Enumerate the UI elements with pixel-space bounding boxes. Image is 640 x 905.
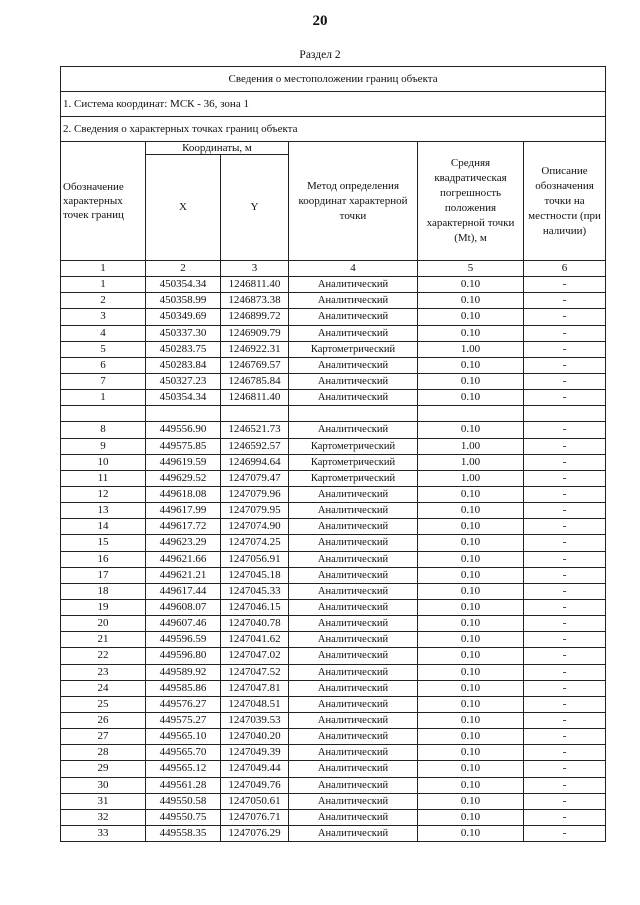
table-row [61,696,606,712]
cell-accuracy: 0.10 [418,373,524,389]
section-title: Раздел 2 [299,49,341,61]
cell-point: 17 [61,567,146,583]
table-row [61,454,606,470]
table-row [61,680,606,696]
cell-x: 450283.84 [146,357,221,373]
cell-y: 1246994.64 [221,454,289,470]
cell-accuracy: 0.10 [418,680,524,696]
header-point-label: Обозначение характерных точек границ [61,142,146,261]
cell-y: 1247056.91 [221,551,289,567]
cell-description: - [524,583,606,599]
cell-accuracy: 0.10 [418,616,524,632]
header-row-1 [61,142,606,155]
cell-accuracy: 0.10 [418,309,524,325]
cell-description: - [524,712,606,728]
cell-accuracy: 0.10 [418,793,524,809]
cell-description: - [524,503,606,519]
cell-description: - [524,486,606,502]
cell-method: Аналитический [289,648,418,664]
cell-description: - [524,325,606,341]
cell-x: 449617.72 [146,519,221,535]
table-row [61,809,606,825]
table-row [61,293,606,309]
cell-x: 449565.12 [146,761,221,777]
column-numbers-row [61,261,606,277]
cell-method: Картометрический [289,438,418,454]
table-title-row [61,67,606,92]
cell-x: 449607.46 [146,616,221,632]
cell-accuracy: 0.10 [418,551,524,567]
cell-description: - [524,535,606,551]
cell-y: 1247040.78 [221,616,289,632]
cell-method: Аналитический [289,373,418,389]
cell-method: Картометрический [289,454,418,470]
cell-method: Аналитический [289,277,418,293]
cell-x: 449618.08 [146,486,221,502]
cell-method: Картометрический [289,341,418,357]
cell-method: Аналитический [289,664,418,680]
cell-point: 2 [61,293,146,309]
cell-method: Аналитический [289,729,418,745]
cell-point: 16 [61,551,146,567]
cell-description: - [524,664,606,680]
cell-accuracy: 0.10 [418,567,524,583]
cell-y: 1247079.95 [221,503,289,519]
cell-x: 449550.58 [146,793,221,809]
cell-point: 18 [61,583,146,599]
cell-description: - [524,373,606,389]
cell-method: Аналитический [289,535,418,551]
cell-method: Аналитический [289,567,418,583]
header-description: Описание обозначения точки на местности (при наличии) [524,142,606,261]
cell-y: 1247079.96 [221,486,289,502]
table-row [61,486,606,502]
cell-accuracy: 1.00 [418,341,524,357]
cell-method: Аналитический [289,519,418,535]
cell-description: - [524,309,606,325]
cell-accuracy: 0.10 [418,535,524,551]
cell-y: 1247045.33 [221,583,289,599]
table-row [61,599,606,615]
cell-y: 1247040.20 [221,729,289,745]
points-caption-row [61,117,606,142]
table-row [61,632,606,648]
coord-system-row [61,92,606,117]
cell-x: 449576.27 [146,696,221,712]
cell-accuracy: 0.10 [418,503,524,519]
cell-point: 19 [61,599,146,615]
cell-x: 449629.52 [146,470,221,486]
cell-accuracy: 0.10 [418,422,524,438]
cell-method: Аналитический [289,599,418,615]
cell-x: 449608.07 [146,599,221,615]
cell-x: 449558.35 [146,825,221,841]
cell-y: 1246899.72 [221,309,289,325]
cell-accuracy: 0.10 [418,277,524,293]
cell-y: 1246811.40 [221,390,289,406]
cell-x: 449623.29 [146,535,221,551]
cell-point: 25 [61,696,146,712]
table-row [61,373,606,389]
cell-accuracy: 0.10 [418,583,524,599]
column-number: 1 [61,261,146,277]
cell-point: 33 [61,825,146,841]
cell-y [221,406,289,422]
cell-accuracy: 0.10 [418,357,524,373]
table-row [61,793,606,809]
cell-x: 449617.99 [146,503,221,519]
cell-x: 450337.30 [146,325,221,341]
cell-x: 450354.34 [146,277,221,293]
header-coords: Координаты, м [146,142,289,155]
cell-accuracy: 0.10 [418,664,524,680]
table-row [61,551,606,567]
table-title: Сведения о местоположении границ объекта [61,67,606,92]
cell-point: 27 [61,729,146,745]
cell-method: Аналитический [289,777,418,793]
cell-accuracy: 0.10 [418,761,524,777]
cell-method: Аналитический [289,583,418,599]
cell-method: Аналитический [289,616,418,632]
cell-y: 1247047.52 [221,664,289,680]
header-y: Y [221,155,289,261]
cell-x: 449589.92 [146,664,221,680]
cell-accuracy: 0.10 [418,745,524,761]
cell-x: 449575.85 [146,438,221,454]
cell-accuracy: 0.10 [418,486,524,502]
cell-description: - [524,551,606,567]
cell-point: 8 [61,422,146,438]
cell-x: 449550.75 [146,809,221,825]
cell-description: - [524,454,606,470]
cell-method: Аналитический [289,809,418,825]
cell-point: 5 [61,341,146,357]
cell-x: 450349.69 [146,309,221,325]
cell-description: - [524,616,606,632]
cell-description: - [524,390,606,406]
cell-x: 450358.99 [146,293,221,309]
column-number: 6 [524,261,606,277]
cell-point: 13 [61,503,146,519]
cell-method: Аналитический [289,793,418,809]
table-row [61,503,606,519]
cell-point: 6 [61,357,146,373]
table-row [61,729,606,745]
table-row [61,777,606,793]
cell-point: 3 [61,309,146,325]
table-row [61,745,606,761]
cell-method: Аналитический [289,761,418,777]
cell-description: - [524,357,606,373]
cell-description: - [524,599,606,615]
cell-y: 1247049.39 [221,745,289,761]
cell-x: 449596.80 [146,648,221,664]
cell-point: 29 [61,761,146,777]
table-row [61,519,606,535]
cell-point: 32 [61,809,146,825]
cell-description: - [524,825,606,841]
cell-y: 1247047.02 [221,648,289,664]
column-number: 4 [289,261,418,277]
cell-point: 4 [61,325,146,341]
cell-point: 12 [61,486,146,502]
cell-point: 14 [61,519,146,535]
cell-description [524,406,606,422]
cell-y: 1246521.73 [221,422,289,438]
cell-x: 449556.90 [146,422,221,438]
cell-y: 1247039.53 [221,712,289,728]
cell-method [289,406,418,422]
table-row [61,357,606,373]
header-accuracy: Средняя квадратическая погрешность положения характерной точки (Mt), м [418,142,524,261]
table-row [61,325,606,341]
table-row [61,277,606,293]
column-number: 2 [146,261,221,277]
cell-x [146,406,221,422]
cell-x: 449565.10 [146,729,221,745]
table-row [61,567,606,583]
cell-accuracy: 0.10 [418,390,524,406]
cell-point: 9 [61,438,146,454]
cell-y: 1247050.61 [221,793,289,809]
cell-description: - [524,422,606,438]
table-row [61,341,606,357]
table-row [61,712,606,728]
table-row [61,470,606,486]
cell-point: 31 [61,793,146,809]
table-row [61,422,606,438]
cell-accuracy: 1.00 [418,454,524,470]
cell-description: - [524,341,606,357]
table-row [61,390,606,406]
cell-description: - [524,567,606,583]
cell-description: - [524,793,606,809]
cell-description: - [524,648,606,664]
cell-accuracy: 0.10 [418,648,524,664]
cell-description: - [524,745,606,761]
cell-point: 21 [61,632,146,648]
table-row [61,648,606,664]
cell-point: 1 [61,390,146,406]
cell-description: - [524,696,606,712]
cell-description: - [524,293,606,309]
cell-method: Аналитический [289,325,418,341]
cell-x: 449561.28 [146,777,221,793]
cell-y: 1247074.25 [221,535,289,551]
cell-method: Аналитический [289,422,418,438]
cell-description: - [524,729,606,745]
cell-method: Аналитический [289,293,418,309]
table-row [61,583,606,599]
cell-point: 20 [61,616,146,632]
cell-accuracy: 0.10 [418,825,524,841]
cell-accuracy: 0.10 [418,632,524,648]
cell-x: 450327.23 [146,373,221,389]
cell-x: 449621.66 [146,551,221,567]
cell-method: Картометрический [289,470,418,486]
table-row [61,616,606,632]
cell-accuracy: 0.10 [418,519,524,535]
cell-point: 15 [61,535,146,551]
table-row [61,309,606,325]
cell-x: 449596.59 [146,632,221,648]
boundary-table [60,66,606,842]
cell-y: 1246592.57 [221,438,289,454]
cell-method: Аналитический [289,551,418,567]
cell-description: - [524,470,606,486]
cell-y: 1247046.15 [221,599,289,615]
table-row [61,761,606,777]
cell-y: 1247048.51 [221,696,289,712]
cell-accuracy: 0.10 [418,599,524,615]
cell-y: 1246769.57 [221,357,289,373]
cell-point: 1 [61,277,146,293]
cell-description: - [524,438,606,454]
cell-accuracy: 1.00 [418,470,524,486]
cell-method: Аналитический [289,390,418,406]
cell-method: Аналитический [289,825,418,841]
cell-x: 449619.59 [146,454,221,470]
cell-method: Аналитический [289,696,418,712]
cell-description: - [524,277,606,293]
cell-method: Аналитический [289,309,418,325]
page-number: 20 [312,13,328,29]
cell-y: 1247076.71 [221,809,289,825]
cell-description: - [524,809,606,825]
cell-y: 1247076.29 [221,825,289,841]
cell-x: 450283.75 [146,341,221,357]
table-row [61,438,606,454]
cell-accuracy: 0.10 [418,712,524,728]
cell-method: Аналитический [289,712,418,728]
cell-accuracy: 0.10 [418,293,524,309]
cell-method: Аналитический [289,745,418,761]
column-number: 5 [418,261,524,277]
cell-description: - [524,761,606,777]
cell-description: - [524,680,606,696]
cell-accuracy: 0.10 [418,777,524,793]
cell-method: Аналитический [289,357,418,373]
table-row [61,535,606,551]
cell-y: 1247049.44 [221,761,289,777]
cell-y: 1247049.76 [221,777,289,793]
cell-method: Аналитический [289,632,418,648]
cell-y: 1247079.47 [221,470,289,486]
points-caption: 2. Сведения о характерных точках границ объекта [61,117,606,142]
cell-point: 26 [61,712,146,728]
cell-y: 1247047.81 [221,680,289,696]
cell-x: 449565.70 [146,745,221,761]
cell-accuracy: 1.00 [418,438,524,454]
coord-system: 1. Система координат: МСК - 36, зона 1 [61,92,606,117]
cell-x: 449575.27 [146,712,221,728]
cell-x: 450354.34 [146,390,221,406]
cell-description: - [524,632,606,648]
cell-point: 23 [61,664,146,680]
table-row [61,406,606,422]
cell-method: Аналитический [289,486,418,502]
cell-accuracy: 0.10 [418,809,524,825]
cell-y: 1247041.62 [221,632,289,648]
cell-method: Аналитический [289,503,418,519]
cell-y: 1246873.38 [221,293,289,309]
cell-point: 30 [61,777,146,793]
cell-description: - [524,519,606,535]
cell-accuracy: 0.10 [418,729,524,745]
table-row [61,664,606,680]
cell-point: 28 [61,745,146,761]
cell-point: 22 [61,648,146,664]
cell-y: 1247045.18 [221,567,289,583]
cell-y: 1247074.90 [221,519,289,535]
cell-point: 10 [61,454,146,470]
cell-y: 1246909.79 [221,325,289,341]
cell-method: Аналитический [289,680,418,696]
cell-x: 449585.86 [146,680,221,696]
cell-x: 449621.21 [146,567,221,583]
header-method: Метод определения координат характерной точки [289,142,418,261]
cell-accuracy: 0.10 [418,696,524,712]
cell-x: 449617.44 [146,583,221,599]
table-row [61,825,606,841]
cell-description: - [524,777,606,793]
cell-accuracy: 0.10 [418,325,524,341]
cell-y: 1246785.84 [221,373,289,389]
cell-point: 24 [61,680,146,696]
header-x: X [146,155,221,261]
column-number: 3 [221,261,289,277]
cell-y: 1246811.40 [221,277,289,293]
cell-y: 1246922.31 [221,341,289,357]
cell-point: 7 [61,373,146,389]
cell-accuracy [418,406,524,422]
cell-point [61,406,146,422]
cell-point: 11 [61,470,146,486]
